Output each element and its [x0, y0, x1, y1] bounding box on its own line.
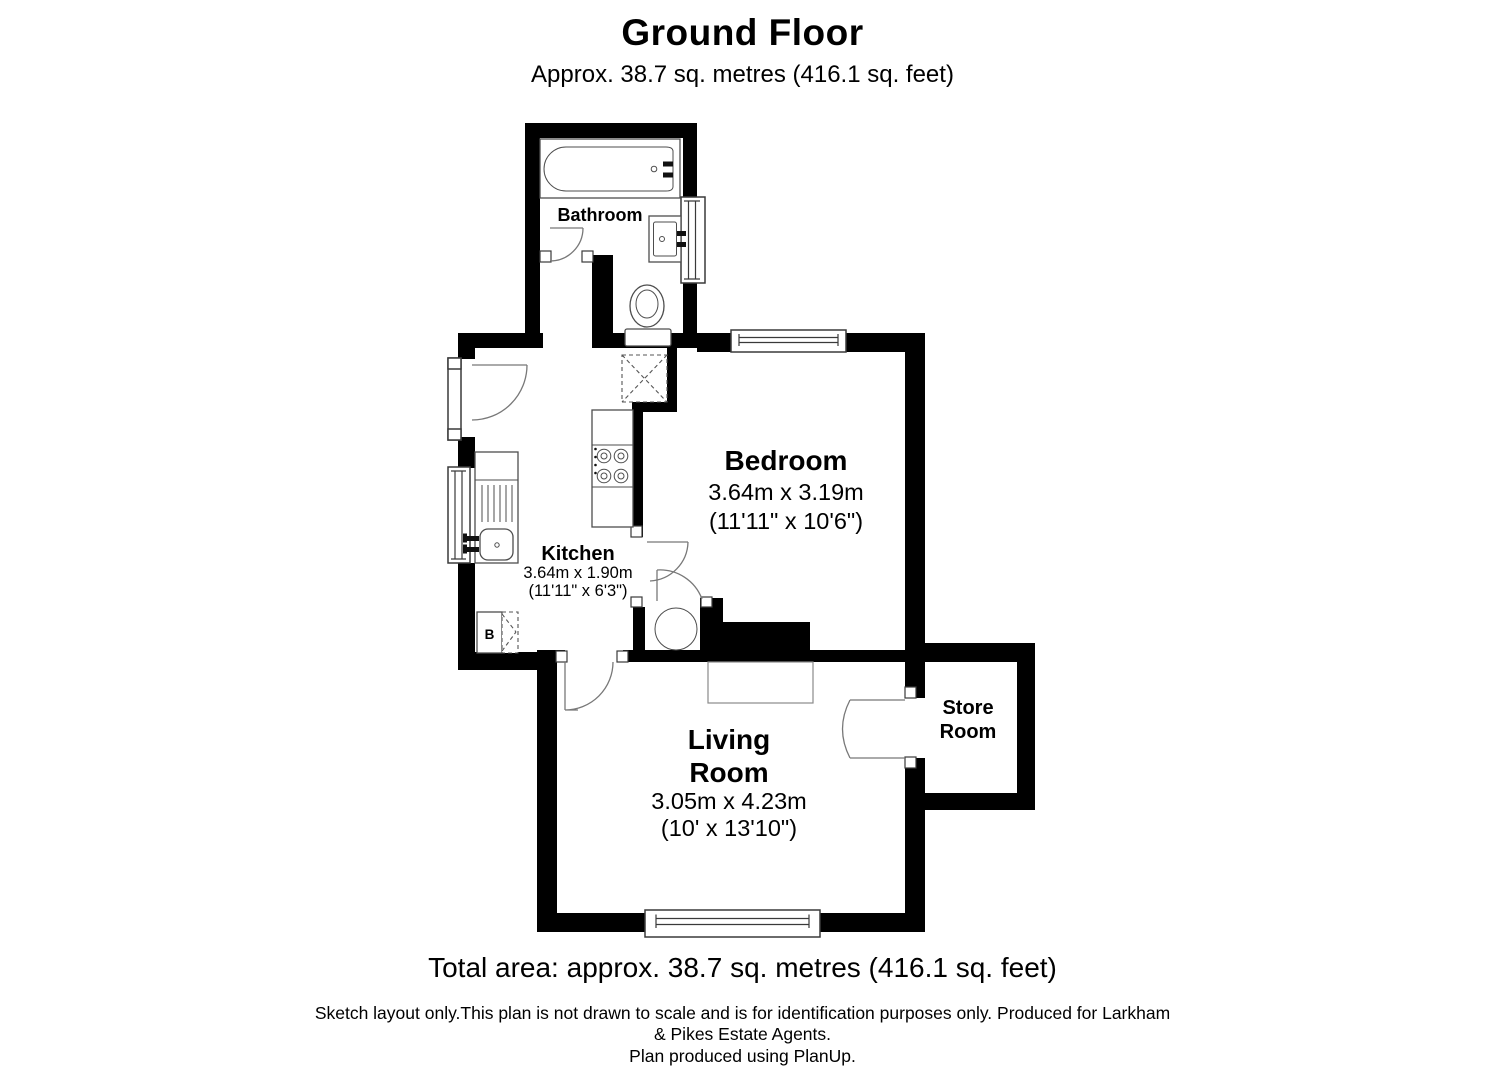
entrance-door — [472, 365, 527, 420]
wall-segment — [525, 123, 540, 348]
wall-segment — [667, 348, 677, 402]
entrance-door-frame — [448, 358, 461, 440]
wall-segment — [905, 758, 925, 932]
living-room-window — [645, 910, 820, 937]
airing-cupboard — [622, 355, 667, 402]
wall-segment — [632, 412, 643, 537]
kitchen-sink-unit — [463, 452, 518, 563]
total-area-text: Total area: approx. 38.7 sq. metres (416.1 sq. feet) — [428, 952, 1057, 983]
kitchen-tap — [466, 536, 479, 541]
wall-segment — [458, 437, 475, 468]
bathroom-door — [550, 228, 583, 261]
kitchen-sink — [480, 529, 513, 560]
living-room-label-line2: Room — [689, 757, 769, 788]
sink-tap — [677, 242, 686, 247]
disclaimer-line1: Sketch layout only.This plan is not drawn to scale and is for identification purposes only. Produced for Larkham — [314, 1003, 1171, 1023]
sink-tap — [677, 231, 686, 236]
jamb-marker — [582, 251, 593, 262]
wall-segment — [683, 123, 697, 200]
living-room-dims-imperial: (10' x 13'10") — [660, 815, 798, 841]
wall-segment — [633, 607, 645, 652]
store-room-label-line2: Room — [939, 721, 997, 743]
wall-segment — [632, 402, 677, 412]
wall-segment — [592, 255, 613, 335]
jamb-marker — [905, 687, 916, 698]
hall-cupboard-door — [657, 570, 702, 601]
hob-counter — [592, 410, 633, 527]
bathroom-label: Bathroom — [557, 205, 643, 225]
kitchen-label: Kitchen — [541, 543, 615, 565]
disclaimer-line2: & Pikes Estate Agents. — [653, 1024, 832, 1044]
wall-segment — [697, 333, 732, 352]
living-room-dims-metric: 3.05m x 4.23m — [651, 788, 807, 814]
living-room-label-line1: Living — [687, 724, 771, 755]
bedroom-window — [731, 330, 846, 352]
chimney-breast — [718, 622, 810, 652]
wall-segment — [525, 123, 697, 138]
jamb-marker — [631, 526, 642, 537]
bathroom-window — [681, 197, 705, 283]
store-room-label-line1: Store — [942, 697, 994, 719]
bath-tap — [663, 173, 673, 178]
wall-segment — [458, 340, 475, 359]
kitchen-dims-metric: 3.64m x 1.90m — [523, 564, 633, 582]
wall-segment — [905, 793, 1035, 810]
jamb-marker — [540, 251, 551, 262]
wall-segment — [458, 652, 557, 670]
living-room-door — [565, 662, 613, 710]
wall-segment — [905, 643, 1035, 662]
jamb-marker — [631, 597, 642, 607]
wall-segment — [818, 913, 923, 932]
wall-segment — [537, 913, 648, 932]
kitchen-dims-imperial: (11'11" x 6'3") — [528, 582, 628, 600]
boiler — [477, 612, 518, 653]
bathroom-sink — [649, 216, 686, 262]
bedroom-dims-metric: 3.64m x 3.19m — [708, 479, 864, 505]
boiler-label: B — [484, 627, 495, 642]
jamb-marker — [905, 757, 916, 768]
kitchen-tap — [466, 547, 479, 552]
bedroom-dims-imperial: (11'11" x 10'6") — [708, 508, 864, 534]
water-cylinder — [655, 608, 697, 650]
jamb-marker — [556, 651, 567, 662]
disclaimer-line3: Plan produced using PlanUp. — [629, 1046, 856, 1066]
jamb-marker — [617, 651, 628, 662]
toilet — [625, 285, 671, 346]
page-title: Ground Floor — [621, 12, 864, 53]
jamb-marker — [701, 597, 712, 607]
wall-segment — [1017, 643, 1035, 810]
store-room-door — [843, 700, 906, 758]
bathtub — [540, 139, 680, 198]
wall-segment — [537, 650, 557, 932]
bedroom-label: Bedroom — [724, 445, 848, 476]
sideboard — [708, 662, 813, 703]
page-subtitle: Approx. 38.7 sq. metres (416.1 sq. feet) — [531, 61, 954, 88]
bath-tap — [663, 162, 673, 167]
